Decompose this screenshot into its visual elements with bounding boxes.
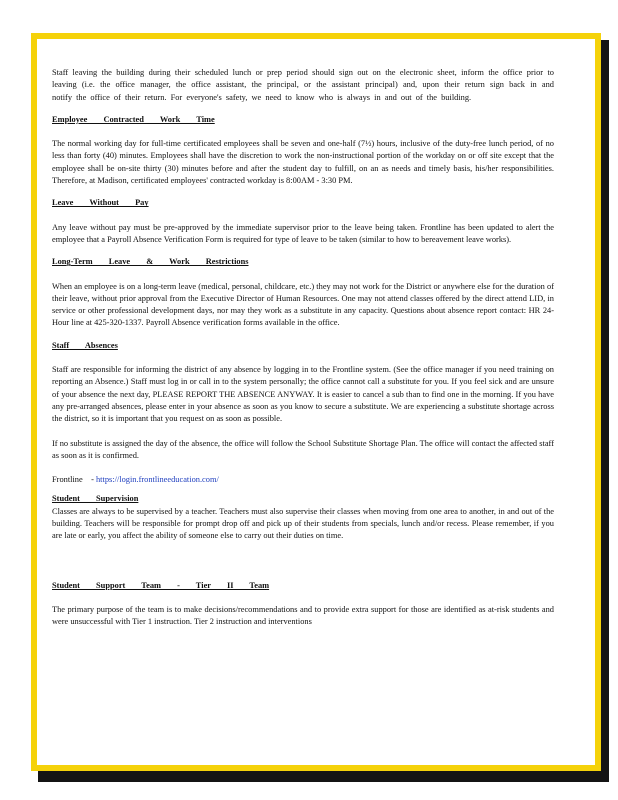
frontline-label: Frontline <box>52 475 83 485</box>
heading-student-support-team: Student Support Team - Tier II Team <box>52 580 270 590</box>
student-supervision-paragraph: Classes are always to be supervised by a teacher. Teachers must also supervise their classes when moving from one area to another, in and out of the building. Teachers will be responsible for prompt drop off and pick up of their students from specials, lunch and/or recess. Please remember, if you are late or early, you affect the ability of someone else to carry out their duties on time. <box>52 506 554 541</box>
student-support-team-paragraph: The primary purpose of the team is to make decisions/recommendations and to provide extra support for those are identified as at-risk students and were unsuccessful with Tier 1 instruction. Tier 2 instruction and interventions <box>52 604 554 627</box>
work-time-paragraph: The normal working day for full-time certificated employees shall be seven and one-half (7½) hours, inclusive of the duty-free lunch period, of no less than forty (40) minutes. Employees shall have the discretion to work the non-instructional portion of the workday on or off site except that the employee shall be on-site thirty (30) minutes before and after the student day to fulfill, on an as needs and timely basis, his/her responsibilities. Therefore, at Madison, certificated employees' contracted workday is 8:00AM - 3:30 PM. <box>52 139 554 186</box>
leave-without-pay-paragraph: Any leave without pay must be pre-approved by the immediate supervisor prior to the leave being taken. Frontline has been updated to alert the employee that a Payroll Absence Verification Form is required for type of leave to be taken (similar to how to bereavement leave works). <box>52 222 554 244</box>
heading-staff-absences: Staff Absences <box>52 340 118 350</box>
staff-absences-paragraph: Staff are responsible for informing the district of any absence by logging in to the Frontline system. (See the office manager if you need training on reporting an Absence.) Staff must log in or call in to the system personally; the office cannot call a substitute for you. If you feel sick and are unsure of your absence the next day, PLEASE REPORT THE ABSENCE ANYWAY. It is easier to cancel a sub than to find one in the morning. If you have any pre-arranged absences, please enter in your absence as soon as you know to secure a substitute. We are experiencing a substitute shortage across the district, so it is important that you request on as soon as possible. <box>52 365 554 424</box>
heading-student-supervision: Student Supervision <box>52 494 139 504</box>
frontline-line <box>52 474 554 486</box>
heading-employee-work-time: Employee Contracted Work Time <box>52 114 215 124</box>
long-term-leave-paragraph: When an employee is on a long-term leave (medical, personal, childcare, etc.) they may not work for the District or anywhere else for the duration of their leave, without prior approval from the Executive Director of Human Resources. One may not attend classes offered by the direct attend LID, in service or other professional development days, nor may they work as a substitute in any capacity. Questions about absence report contact: HR 24-Hour line at 425-320-1337. Payroll Absence verification forms available in the office. <box>52 281 554 328</box>
document-page <box>31 33 601 771</box>
frontline-link[interactable]: https://login.frontlineeducation.com/ <box>95 475 219 485</box>
document-content <box>52 67 554 629</box>
substitute-paragraph: If no substitute is assigned the day of the absence, the office will follow the School Substitute Shortage Plan. The office will contact the affected staff as soon as it is confirmed. <box>52 438 554 460</box>
frontline-dash: - <box>91 475 94 485</box>
heading-leave-without-pay: Leave Without Pay <box>52 198 149 208</box>
heading-long-term-leave: Long-Term Leave & Work Restrictions <box>52 257 249 267</box>
intro-paragraph: Staff leaving the building during their scheduled lunch or prep period should sign out on the electronic sheet, inform the office prior to leaving (i.e. the office manager, the office assistant, the principal, or the assistant principal) and, upon their return sign back in and notify the office of their return. For everyone's safety, we need to know who is always in and out of the building. <box>52 68 554 102</box>
